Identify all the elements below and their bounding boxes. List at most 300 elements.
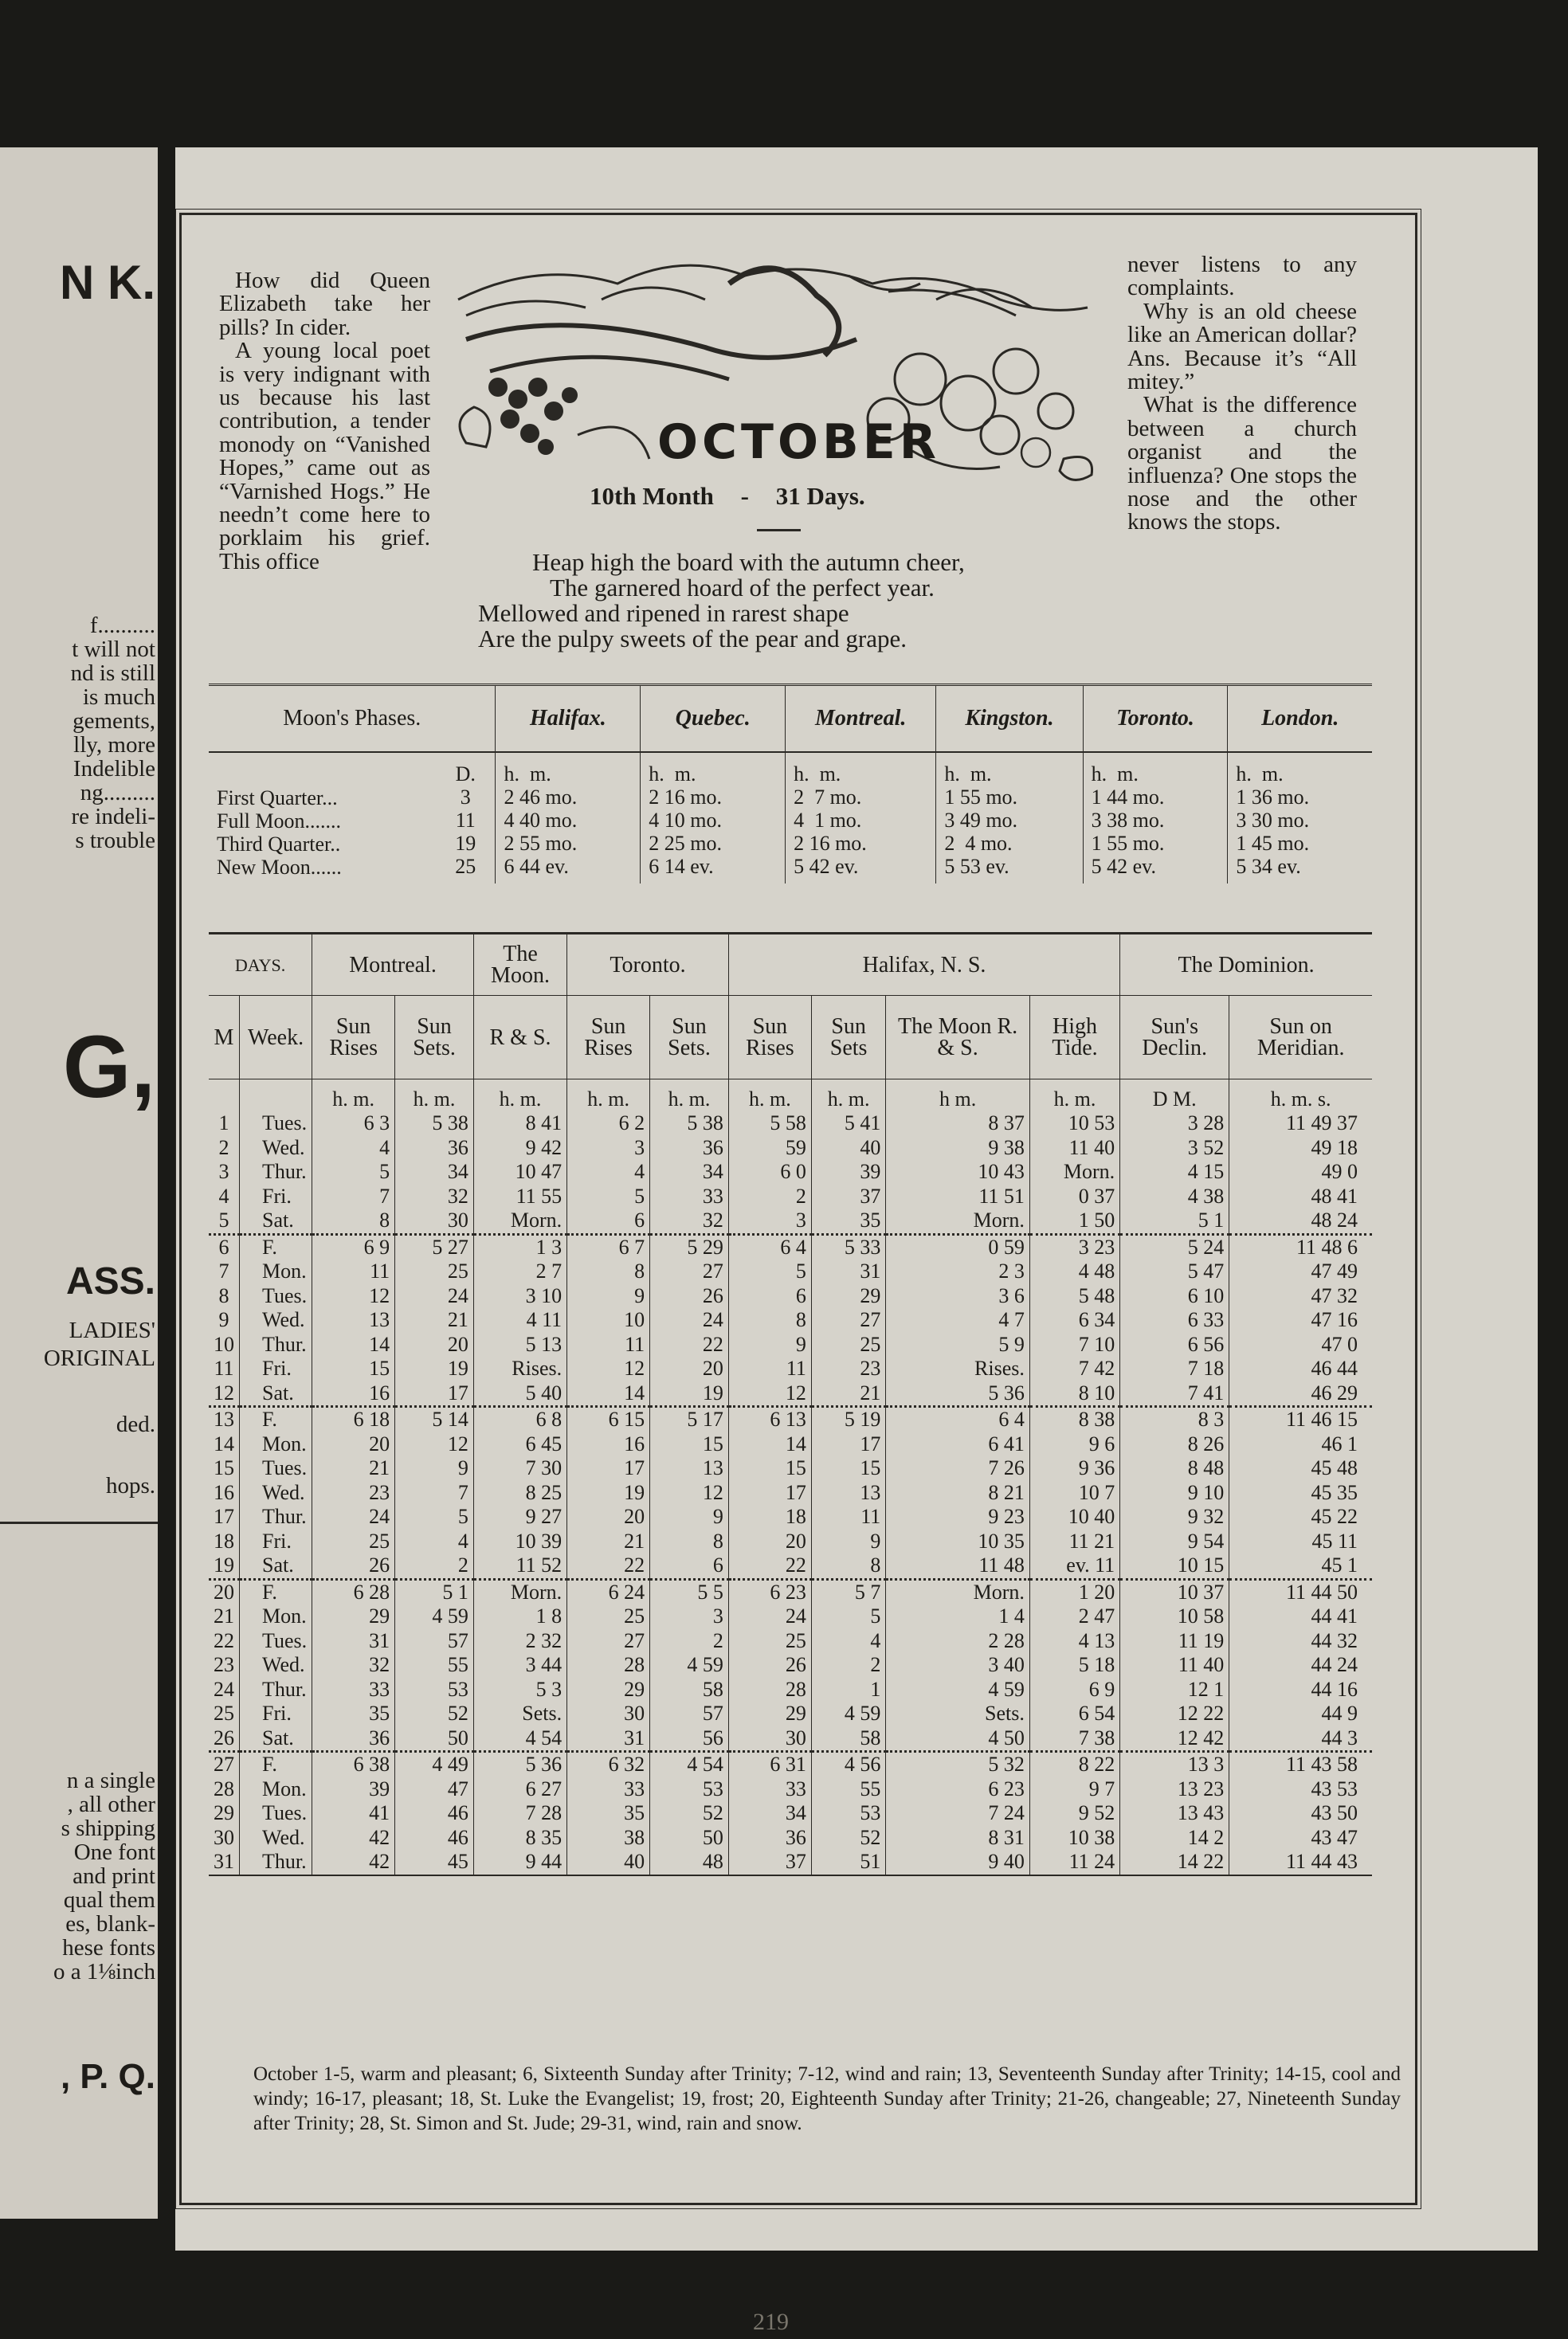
table-cell: 30 [395,1209,474,1234]
table-cell: 10 37 [1120,1579,1229,1604]
day-of-week: Sat. [240,1209,312,1234]
table-cell: 12 [650,1481,729,1506]
table-cell: 45 [395,1850,474,1875]
table-cell: 9 [650,1505,729,1530]
table-row [209,1432,1372,1457]
table-cell: 44 3 [1321,1726,1358,1749]
table-cell: 4 59 [886,1678,1030,1702]
table-cell: 2 [728,1185,811,1209]
table-cell: 27 [567,1629,650,1654]
table-cell: 3 [567,1136,650,1161]
table-cell: 6 18 [312,1407,395,1432]
table-cell: 6 [728,1284,811,1309]
phase-times-london-line: 3 30 mo. [1236,809,1310,832]
phase-days-line: D. [455,762,476,786]
day-of-month: 14 [209,1432,240,1457]
table-cell: 11 52 [473,1553,566,1579]
table-cell: 46 [395,1801,474,1826]
table-cell: 5 18 [1029,1653,1119,1678]
column-header: Sun Rises [312,996,395,1079]
table-cell: 3 40 [886,1653,1030,1678]
left-page-text: qual them [63,1887,155,1913]
table-cell: 4 59 [395,1604,474,1629]
table-row [209,1826,1372,1851]
table-cell: 4 13 [1029,1629,1119,1654]
table-cell: 7 24 [886,1801,1030,1826]
table-cell: 9 40 [886,1850,1030,1875]
left-page-text: ng......... [80,780,155,805]
table-cell: 6 9 [1029,1678,1119,1702]
table-row [209,1850,1372,1875]
table-cell: 31 [811,1260,885,1284]
left-page-text: lly, more [73,732,155,758]
table-cell: 12 [395,1432,474,1457]
table-cell: 35 [811,1209,885,1234]
table-cell: 21 [312,1456,395,1481]
table-cell: 4 [395,1530,474,1554]
table-cell: 56 [650,1726,729,1752]
table-cell: 52 [395,1702,474,1726]
table-cell: 5 7 [811,1579,885,1604]
table-cell: 49 0 [1321,1160,1358,1183]
table-cell: 32 [312,1653,395,1678]
joke-right-p2: Why is an old cheese like an American dollar? Ans. Because it’s “All mitey.” [1127,298,1357,395]
left-page-text: N K. [60,256,155,309]
table-cell: 8 [811,1553,885,1579]
day-of-month: 8 [209,1284,240,1309]
table-cell: 29 [312,1604,395,1629]
table-row [209,1260,1372,1284]
day-of-week: Mon. [240,1432,312,1457]
city-header-quebec: Quebec. [641,685,786,753]
table-cell: 25 [728,1629,811,1654]
group-header-montreal: Montreal. [312,934,474,996]
day-of-month: 28 [209,1777,240,1802]
table-row [209,1136,1372,1161]
table-row [209,1505,1372,1530]
table-cell: 1 50 [1029,1209,1119,1234]
table-cell: 13 23 [1120,1777,1229,1802]
table-cell: 12 [567,1357,650,1381]
left-page-text: G, [62,1018,155,1116]
table-cell: 44 24 [1311,1653,1358,1676]
left-page-text: f.......... [89,613,155,638]
table-cell: 5 33 [811,1234,885,1260]
table-cell: 10 7 [1029,1481,1119,1506]
table-cell: 41 [312,1801,395,1826]
phase-days-line: 25 [455,855,476,878]
phase-times-halifax-line: 6 44 ev. [504,855,569,878]
table-row [209,1381,1372,1407]
table-row [209,1530,1372,1554]
day-of-week: Wed. [240,1826,312,1851]
day-of-month: 27 [209,1752,240,1777]
table-cell: 29 [567,1678,650,1702]
column-header: Sun Sets [811,996,885,1079]
column-header: Sun on Meridian. [1229,996,1372,1079]
table-cell: 7 10 [1029,1333,1119,1358]
table-cell: 2 [811,1653,885,1678]
table-cell: 8 48 [1120,1456,1229,1481]
table-cell: 9 [728,1333,811,1358]
table-cell: 10 39 [473,1530,566,1554]
phase-times-quebec-line: 4 10 mo. [649,809,722,832]
day-of-week: Wed. [240,1308,312,1333]
table-cell: 7 30 [473,1456,566,1481]
poem-line: Mellowed and ripened in rarest shape [478,599,849,627]
table-cell: 12 42 [1120,1726,1229,1752]
table-cell: 6 [650,1553,729,1579]
column-header: High Tide. [1029,996,1119,1079]
table-cell: 8 10 [1029,1381,1119,1407]
unit-cell: h. m. [312,1079,395,1112]
day-of-week: F. [240,1234,312,1260]
table-cell: 13 43 [1120,1801,1229,1826]
table-cell: 6 24 [567,1579,650,1604]
subtitle-rule [757,529,801,531]
table-cell: 5 3 [473,1678,566,1702]
joke-right-p1: never listens to any complaints. [1127,252,1357,301]
table-cell: 34 [650,1160,729,1185]
table-cell: 8 [567,1260,650,1284]
day-of-week: Wed. [240,1653,312,1678]
table-cell: 17 [567,1456,650,1481]
column-header: M [209,996,240,1079]
table-cell: 5 36 [473,1752,566,1777]
table-cell: 11 46 15 [1229,1407,1372,1432]
table-cell: 9 [395,1456,474,1481]
table-cell: 12 1 [1120,1678,1229,1702]
table-cell: 9 7 [1029,1777,1119,1802]
table-row [209,1333,1372,1358]
table-cell: 3 52 [1120,1136,1229,1161]
table-cell: 8 26 [1120,1432,1229,1457]
table-cell: 19 [650,1381,729,1407]
table-cell: 2 47 [1029,1604,1119,1629]
table-cell: 25 [312,1530,395,1554]
left-page-text: is much [82,684,155,710]
table-cell: 19 [395,1357,474,1381]
table-cell: 6 15 [567,1407,650,1432]
table-cell: 44 9 [1321,1702,1358,1725]
table-cell: 21 [567,1530,650,1554]
table-cell: 47 49 [1311,1260,1358,1283]
table-cell: 11 43 58 [1229,1752,1372,1777]
joke-left [219,269,430,574]
day-of-month: 22 [209,1629,240,1654]
table-row [209,1456,1372,1481]
table-cell: 39 [312,1777,395,1802]
table-cell: 13 [312,1308,395,1333]
table-row [209,1702,1372,1726]
table-cell: 2 32 [473,1629,566,1654]
table-cell: 11 44 43 [1229,1850,1372,1875]
table-cell: 3 [650,1604,729,1629]
day-of-week: Wed. [240,1136,312,1161]
table-cell: 7 18 [1120,1357,1229,1381]
table-cell: 7 28 [473,1801,566,1826]
table-cell: 1 4 [886,1604,1030,1629]
left-page-text: n a single [66,1768,155,1793]
table-cell: Sets. [886,1702,1030,1726]
phase-times-kingston-line: 2 4 mo. [944,832,1013,855]
day-of-week: Thur. [240,1850,312,1875]
table-row [209,1604,1372,1629]
table-cell: 57 [650,1702,729,1726]
table-row [209,1209,1372,1234]
joke-right [1127,253,1357,535]
table-cell: 6 31 [728,1752,811,1777]
table-cell: Rises. [886,1357,1030,1381]
table-cell: 58 [650,1678,729,1702]
day-of-week: Thur. [240,1160,312,1185]
table-cell: 31 [312,1629,395,1654]
month-number: 10th Month [590,482,714,510]
day-of-month: 2 [209,1136,240,1161]
table-cell: 4 54 [650,1752,729,1777]
day-of-month: 20 [209,1579,240,1604]
table-cell: 7 41 [1120,1381,1229,1407]
table-cell: 23 [312,1481,395,1506]
phase-times-montreal-line: 4 1 mo. [794,809,862,832]
unit-cell: h. m. [728,1079,811,1112]
table-cell: 10 40 [1029,1505,1119,1530]
table-cell: 42 [312,1850,395,1875]
table-cell: 7 [395,1481,474,1506]
phase-times-quebec-line: 2 25 mo. [649,832,722,855]
table-cell: 6 56 [1120,1333,1229,1358]
table-cell: 13 [650,1456,729,1481]
table-cell: 36 [395,1136,474,1161]
table-cell: 11 48 [886,1553,1030,1579]
table-cell: 8 25 [473,1481,566,1506]
table-cell: 15 [728,1456,811,1481]
left-page-text: hops. [105,1473,155,1499]
table-cell: 10 38 [1029,1826,1119,1851]
day-of-week: Thur. [240,1505,312,1530]
table-cell: 33 [567,1777,650,1802]
unit-cell: h m. [886,1079,1030,1112]
moon-phases-table [209,684,1372,883]
table-cell: 36 [312,1726,395,1752]
table-cell: 34 [395,1160,474,1185]
day-of-month: 19 [209,1553,240,1579]
table-cell: 6 4 [886,1407,1030,1432]
table-cell: 8 35 [473,1826,566,1851]
table-cell: 11 48 6 [1229,1234,1372,1260]
table-cell: 4 [567,1160,650,1185]
day-of-month: 11 [209,1357,240,1381]
phase-times-montreal-line: h. m. [794,762,841,786]
phase-times-halifax-line: 2 55 mo. [504,832,578,855]
table-cell: 8 38 [1029,1407,1119,1432]
table-cell: 9 27 [473,1505,566,1530]
group-header-days: DAYS. [209,934,312,996]
table-cell: 49 18 [1311,1135,1358,1159]
table-cell: 2 [650,1629,729,1654]
table-cell: 30 [728,1726,811,1752]
phase-times-toronto-line: 1 55 mo. [1091,832,1165,855]
table-cell: 11 55 [473,1185,566,1209]
city-header-london: London. [1228,685,1372,753]
unit-cell: h. m. [1029,1079,1119,1112]
table-cell: 37 [728,1850,811,1875]
table-cell: 8 3 [1120,1407,1229,1432]
table-cell: 4 11 [473,1308,566,1333]
table-cell: 4 59 [650,1653,729,1678]
unit-cell: h. m. s. [1270,1087,1331,1111]
table-cell: 48 41 [1311,1184,1358,1208]
table-cell: 3 6 [886,1284,1030,1309]
table-cell: 5 48 [1029,1284,1119,1309]
table-cell: 29 [811,1284,885,1309]
table-cell: 11 19 [1120,1629,1229,1654]
table-cell: 46 1 [1321,1432,1358,1456]
table-cell: 44 16 [1311,1677,1358,1701]
table-cell: 11 [728,1357,811,1381]
table-cell: 38 [567,1826,650,1851]
table-cell: 4 49 [395,1752,474,1777]
phase-names-line: First Quarter... [217,786,338,809]
column-header: Sun Sets. [650,996,729,1079]
day-of-month: 29 [209,1801,240,1826]
table-cell: 9 44 [473,1850,566,1875]
table-cell: 42 [312,1826,395,1851]
phase-times-montreal-line: 2 7 mo. [794,786,862,809]
table-cell: 11 21 [1029,1530,1119,1554]
table-cell: 27 [811,1308,885,1333]
table-row [209,1357,1372,1381]
table-cell: 20 [567,1505,650,1530]
table-cell: 12 22 [1120,1702,1229,1726]
table-cell: 6 4 [728,1234,811,1260]
table-cell: 10 58 [1120,1604,1229,1629]
left-page-text: t will not [72,637,155,662]
table-cell: 1 8 [473,1604,566,1629]
table-row [209,1185,1372,1209]
table-cell: 51 [811,1850,885,1875]
table-cell: 13 3 [1120,1752,1229,1777]
day-of-week: Thur. [240,1678,312,1702]
joke-left-p1: How did Queen Elizabeth take her pills? In cider. [219,268,430,340]
day-of-week: Tues. [240,1456,312,1481]
table-cell: 4 59 [811,1702,885,1726]
table-cell: 55 [811,1777,885,1802]
day-of-week: Sat. [240,1381,312,1407]
table-cell: 5 17 [650,1407,729,1432]
table-cell: 9 10 [1120,1481,1229,1506]
table-cell: 9 52 [1029,1801,1119,1826]
table-cell: 6 0 [728,1160,811,1185]
day-of-month: 17 [209,1505,240,1530]
table-cell: 45 48 [1311,1456,1358,1479]
phase-times-quebec-line: h. m. [649,762,696,786]
day-of-month: 7 [209,1260,240,1284]
phase-times-quebec [641,752,786,883]
table-cell: 14 22 [1120,1850,1229,1875]
table-cell: 5 1 [1120,1209,1229,1234]
table-cell: 10 53 [1029,1111,1119,1136]
left-page-text: One font [73,1839,155,1865]
table-cell: 57 [395,1629,474,1654]
table-cell: 2 [395,1553,474,1579]
day-of-month: 5 [209,1209,240,1234]
phase-times-toronto-line: 3 38 mo. [1091,809,1165,832]
table-cell: 17 [811,1432,885,1457]
table-cell: 40 [567,1850,650,1875]
left-page-fragment [0,147,158,2219]
left-page-text: s shipping [61,1816,155,1841]
phase-times-london-line: h. m. [1236,762,1284,786]
table-cell: 2 7 [473,1260,566,1284]
table-cell: 5 9 [886,1333,1030,1358]
table-cell: 5 38 [395,1111,474,1136]
table-cell: 27 [650,1260,729,1284]
day-of-month: 26 [209,1726,240,1752]
table-cell: 35 [567,1801,650,1826]
days-count: 31 Days. [775,482,865,510]
day-of-month: 3 [209,1160,240,1185]
table-row [209,1111,1372,1136]
group-header-toronto: Toronto. [567,934,729,996]
table-cell: 8 22 [1029,1752,1119,1777]
table-row [209,1752,1372,1777]
joke-right-p3: What is the difference between a church organist and the influenza? One stops the nose and the other knows the stops. [1127,392,1357,535]
table-cell: 1 20 [1029,1579,1119,1604]
city-header-toronto: Toronto. [1083,685,1228,753]
table-cell: 11 44 50 [1229,1579,1372,1604]
table-row [209,1308,1372,1333]
phase-times-kingston-line: 1 55 mo. [944,786,1018,809]
table-cell: 9 [567,1284,650,1309]
table-cell: 5 19 [811,1407,885,1432]
joke-left-p2: A young local poet is very indignant with us because his last contribution, a tender monody on “Vanished Hopes,” came out as “Varnished Hogs.” He needn’t come here to porklaim his grief. This office [219,338,430,574]
table-cell: 5 [811,1604,885,1629]
day-of-month: 10 [209,1333,240,1358]
day-of-week: Fri. [240,1702,312,1726]
table-cell: 11 [312,1260,395,1284]
table-cell: 15 [650,1432,729,1457]
table-cell: 2 3 [886,1260,1030,1284]
table-cell: 10 [567,1308,650,1333]
table-cell: 10 35 [886,1530,1030,1554]
table-cell: 11 51 [886,1185,1030,1209]
left-page-text: nd is still [70,660,155,686]
table-cell: 5 47 [1120,1260,1229,1284]
table-cell: 21 [395,1308,474,1333]
phase-names [209,752,436,883]
column-header: The Moon R. & S. [886,996,1030,1079]
table-cell: 58 [811,1726,885,1752]
month-subtitle [590,482,886,511]
day-of-month: 16 [209,1481,240,1506]
table-cell: Rises. [473,1357,566,1381]
phase-times-halifax-line: 2 46 mo. [504,786,578,809]
table-cell: 47 32 [1311,1283,1358,1307]
table-cell: 7 42 [1029,1357,1119,1381]
table-cell: 26 [312,1553,395,1579]
table-cell: 9 42 [473,1136,566,1161]
group-header-halifax: Halifax, N. S. [728,934,1119,996]
left-page-text: o a 1⅛inch [53,1959,155,1984]
table-cell: 45 11 [1311,1529,1358,1553]
phase-times-london-line: 1 45 mo. [1236,832,1310,855]
table-cell: 4 [312,1136,395,1161]
table-row [209,1160,1372,1185]
table-cell: 46 29 [1311,1381,1358,1405]
phases-header: Moon's Phases. [209,685,496,753]
day-of-week: Mon. [240,1777,312,1802]
